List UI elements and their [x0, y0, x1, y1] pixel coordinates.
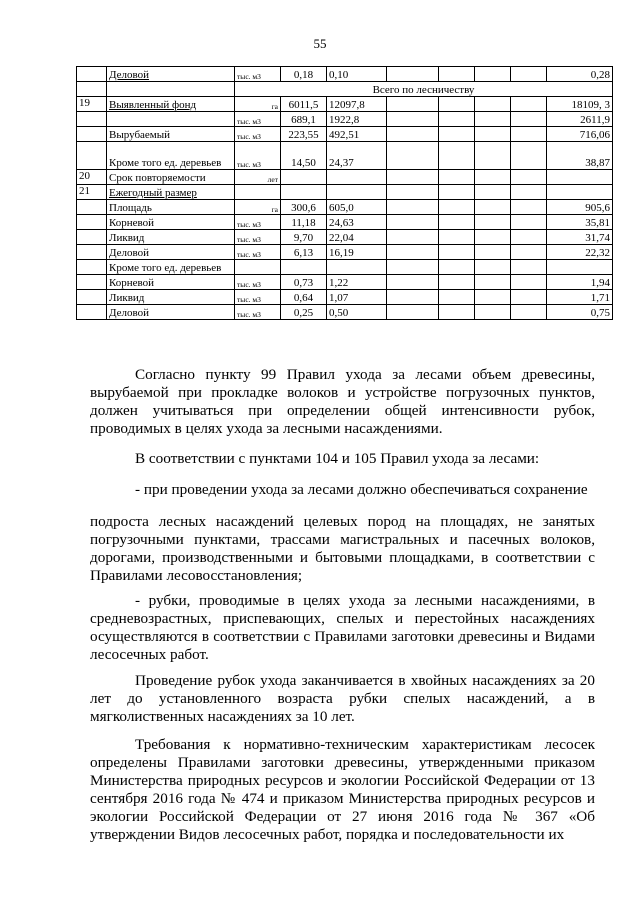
- empty-cell: [511, 200, 547, 215]
- row-name-cell: Вырубаемый: [107, 127, 235, 142]
- unit-cell: [235, 185, 281, 200]
- empty-cell: [475, 215, 511, 230]
- empty-cell: [387, 112, 439, 127]
- empty-cell: [439, 67, 475, 82]
- total-cell: 716,06: [547, 127, 613, 142]
- paragraph-1-block: [90, 366, 595, 438]
- empty-cell: [511, 215, 547, 230]
- empty-cell: [439, 245, 475, 260]
- empty-cell: [439, 112, 475, 127]
- empty-cell: [387, 200, 439, 215]
- section-header-cell: Всего по лесничеству: [235, 82, 613, 97]
- empty-cell: [387, 185, 439, 200]
- table-row: [77, 127, 613, 142]
- paragraph-2: В соответствии с пунктами 104 и 105 Правил ухода за лесами:: [135, 450, 540, 467]
- table-row: [77, 305, 613, 320]
- row-name-cell: [107, 82, 235, 97]
- row-name-cell: Срок повторяемости: [107, 170, 235, 185]
- unit-cell: тыс. м3: [235, 142, 281, 170]
- table-row: [77, 67, 613, 82]
- row-number-cell: [77, 142, 107, 170]
- empty-cell: [439, 200, 475, 215]
- paragraph-5-block: [90, 592, 595, 664]
- empty-cell: [439, 185, 475, 200]
- row-name-cell: Деловой: [107, 245, 235, 260]
- empty-cell: [511, 290, 547, 305]
- unit-cell: тыс. м3: [235, 245, 281, 260]
- value-cell: 0,18: [281, 67, 327, 82]
- total-cell: 905,6: [547, 200, 613, 215]
- paragraph-4: подроста лесных насаждений целевых пород на площадях, не занятых погрузочными пунктами, трассами магистральных и пасечных волоков, дорогами, производственными и бытовыми площадками, в соответствии с Правилами лесовосстановления;: [90, 513, 595, 584]
- row-number-cell: [77, 275, 107, 290]
- unit-cell: лет: [235, 170, 281, 185]
- empty-cell: [475, 142, 511, 170]
- value-cell: 24,63: [327, 215, 387, 230]
- total-cell: 22,32: [547, 245, 613, 260]
- value-cell: 22,04: [327, 230, 387, 245]
- empty-cell: [511, 245, 547, 260]
- empty-cell: [475, 170, 511, 185]
- empty-cell: [511, 185, 547, 200]
- empty-cell: [387, 97, 439, 112]
- unit-cell: тыс. м3: [235, 112, 281, 127]
- row-number-cell: 19: [77, 97, 107, 112]
- empty-cell: [387, 305, 439, 320]
- table-row: [77, 230, 613, 245]
- value-cell: 16,19: [327, 245, 387, 260]
- value-cell: 492,51: [327, 127, 387, 142]
- table-row: [77, 82, 613, 97]
- table-row: [77, 275, 613, 290]
- row-number-cell: [77, 230, 107, 245]
- empty-cell: [439, 230, 475, 245]
- paragraph-7-block: [90, 736, 595, 844]
- paragraph-3: - при проведении ухода за лесами должно обеспечиваться сохранение: [135, 481, 588, 498]
- value-cell: 0,50: [327, 305, 387, 320]
- unit-cell: тыс. м3: [235, 290, 281, 305]
- total-cell: 31,74: [547, 230, 613, 245]
- paragraph-7: Требования к нормативно-техническим характеристикам лесосек определены Правилами заготовки древесины, утвержденными приказом Министерства природных ресурсов и экологии Российской Федерации от 13 сентября 2016 года № 474 и приказом Министерства природных ресурсов и экологии Российской Федерации от 27 июня 2016 года № 367 «Об утверждении Видов лесосечных работ, порядка и последовательности их: [90, 736, 595, 843]
- empty-cell: [439, 97, 475, 112]
- row-name-cell: [107, 112, 235, 127]
- empty-cell: [511, 305, 547, 320]
- total-cell: 35,81: [547, 215, 613, 230]
- table-row: [77, 170, 613, 185]
- empty-cell: [439, 170, 475, 185]
- row-number-cell: [77, 260, 107, 275]
- empty-cell: [439, 290, 475, 305]
- total-cell: 38,87: [547, 142, 613, 170]
- value-cell: 6,13: [281, 245, 327, 260]
- value-cell: [327, 185, 387, 200]
- forestry-table: [76, 66, 613, 320]
- total-cell: [547, 185, 613, 200]
- empty-cell: [511, 260, 547, 275]
- value-cell: 9,70: [281, 230, 327, 245]
- value-cell: 0,25: [281, 305, 327, 320]
- empty-cell: [475, 127, 511, 142]
- row-name-cell: Деловой: [107, 305, 235, 320]
- unit-cell: [235, 260, 281, 275]
- value-cell: 605,0: [327, 200, 387, 215]
- paragraph-1: Согласно пункту 99 Правил ухода за лесами объем древесины, вырубаемой при прокладке волоков и устройстве погрузочных пунктов, должен учитываться при определении общей интенсивности рубок, проводимых в целях ухода за лесными насаждениями.: [90, 366, 595, 437]
- value-cell: 300,6: [281, 200, 327, 215]
- empty-cell: [511, 142, 547, 170]
- value-cell: [281, 260, 327, 275]
- value-cell: 1922,8: [327, 112, 387, 127]
- empty-cell: [475, 200, 511, 215]
- value-cell: 14,50: [281, 142, 327, 170]
- row-name-cell: Ликвид: [107, 290, 235, 305]
- total-cell: [547, 170, 613, 185]
- table-row: [77, 142, 613, 170]
- unit-cell: тыс. м3: [235, 230, 281, 245]
- value-cell: 0,64: [281, 290, 327, 305]
- row-name-cell: Площадь: [107, 200, 235, 215]
- empty-cell: [475, 245, 511, 260]
- row-number-cell: [77, 67, 107, 82]
- value-cell: 24,37: [327, 142, 387, 170]
- value-cell: 689,1: [281, 112, 327, 127]
- row-number-cell: [77, 127, 107, 142]
- value-cell: [327, 170, 387, 185]
- row-name-cell: Ликвид: [107, 230, 235, 245]
- empty-cell: [439, 260, 475, 275]
- total-cell: 1,71: [547, 290, 613, 305]
- table-row: [77, 200, 613, 215]
- empty-cell: [439, 215, 475, 230]
- empty-cell: [387, 230, 439, 245]
- value-cell: 6011,5: [281, 97, 327, 112]
- empty-cell: [475, 112, 511, 127]
- empty-cell: [387, 215, 439, 230]
- empty-cell: [475, 230, 511, 245]
- row-number-cell: [77, 245, 107, 260]
- row-name-cell: Кроме того ед. деревьев: [107, 260, 235, 275]
- empty-cell: [511, 67, 547, 82]
- empty-cell: [439, 142, 475, 170]
- paragraph-6-block: [90, 672, 595, 726]
- empty-cell: [439, 305, 475, 320]
- row-number-cell: 21: [77, 185, 107, 200]
- empty-cell: [511, 170, 547, 185]
- empty-cell: [511, 275, 547, 290]
- empty-cell: [387, 67, 439, 82]
- row-name-cell: Ежегодный размер: [107, 185, 235, 200]
- empty-cell: [387, 170, 439, 185]
- value-cell: 0,10: [327, 67, 387, 82]
- value-cell: 0,73: [281, 275, 327, 290]
- row-name-cell: Кроме того ед. деревьев: [107, 142, 235, 170]
- row-name-cell: Деловой: [107, 67, 235, 82]
- unit-cell: тыс. м3: [235, 67, 281, 82]
- unit-cell: тыс. м3: [235, 215, 281, 230]
- paragraph-3-block: [90, 481, 595, 499]
- empty-cell: [475, 67, 511, 82]
- paragraph-4-block: [90, 513, 595, 585]
- value-cell: 1,22: [327, 275, 387, 290]
- table-row: [77, 260, 613, 275]
- table-body: [77, 67, 613, 320]
- value-cell: [281, 185, 327, 200]
- row-number-cell: [77, 290, 107, 305]
- empty-cell: [511, 127, 547, 142]
- total-cell: [547, 260, 613, 275]
- unit-cell: га: [235, 200, 281, 215]
- empty-cell: [475, 260, 511, 275]
- paragraph-2-block: [90, 450, 595, 468]
- value-cell: 223,55: [281, 127, 327, 142]
- total-cell: 1,94: [547, 275, 613, 290]
- paragraph-5: - рубки, проводимые в целях ухода за лесными насаждениями, в средневозрастных, приспевающих, спелых и перестойных насаждениях осуществляются в соответствии с Правилами заготовки древесины и Видами лесосечных работ.: [90, 592, 595, 663]
- empty-cell: [475, 290, 511, 305]
- paragraph-6: Проведение рубок ухода заканчивается в хвойных насаждениях за 20 лет до установленного возраста рубки спелых насаждений, а в мягколиственных насаждениях за 10 лет.: [90, 672, 595, 725]
- empty-cell: [511, 97, 547, 112]
- empty-cell: [387, 260, 439, 275]
- total-cell: 2611,9: [547, 112, 613, 127]
- empty-cell: [387, 275, 439, 290]
- empty-cell: [475, 97, 511, 112]
- empty-cell: [439, 127, 475, 142]
- empty-cell: [387, 245, 439, 260]
- row-number-cell: [77, 112, 107, 127]
- empty-cell: [387, 142, 439, 170]
- empty-cell: [511, 112, 547, 127]
- row-name-cell: Корневой: [107, 215, 235, 230]
- empty-cell: [387, 290, 439, 305]
- total-cell: 18109, 3: [547, 97, 613, 112]
- value-cell: [281, 170, 327, 185]
- table-row: [77, 185, 613, 200]
- empty-cell: [511, 230, 547, 245]
- row-number-cell: [77, 305, 107, 320]
- table-row: [77, 290, 613, 305]
- unit-cell: тыс. м3: [235, 127, 281, 142]
- value-cell: 1,07: [327, 290, 387, 305]
- row-number-cell: [77, 82, 107, 97]
- empty-cell: [475, 275, 511, 290]
- value-cell: 11,18: [281, 215, 327, 230]
- page-number: 55: [313, 36, 327, 51]
- empty-cell: [439, 275, 475, 290]
- row-name-cell: Корневой: [107, 275, 235, 290]
- row-name-cell: Выявленный фонд: [107, 97, 235, 112]
- unit-cell: га: [235, 97, 281, 112]
- unit-cell: тыс. м3: [235, 305, 281, 320]
- row-number-cell: [77, 200, 107, 215]
- table-row: [77, 245, 613, 260]
- value-cell: 12097,8: [327, 97, 387, 112]
- empty-cell: [475, 305, 511, 320]
- unit-cell: тыс. м3: [235, 275, 281, 290]
- total-cell: 0,28: [547, 67, 613, 82]
- table-row: [77, 112, 613, 127]
- row-number-cell: 20: [77, 170, 107, 185]
- row-number-cell: [77, 215, 107, 230]
- total-cell: 0,75: [547, 305, 613, 320]
- value-cell: [327, 260, 387, 275]
- empty-cell: [387, 127, 439, 142]
- empty-cell: [475, 185, 511, 200]
- table-row: [77, 97, 613, 112]
- table-row: [77, 215, 613, 230]
